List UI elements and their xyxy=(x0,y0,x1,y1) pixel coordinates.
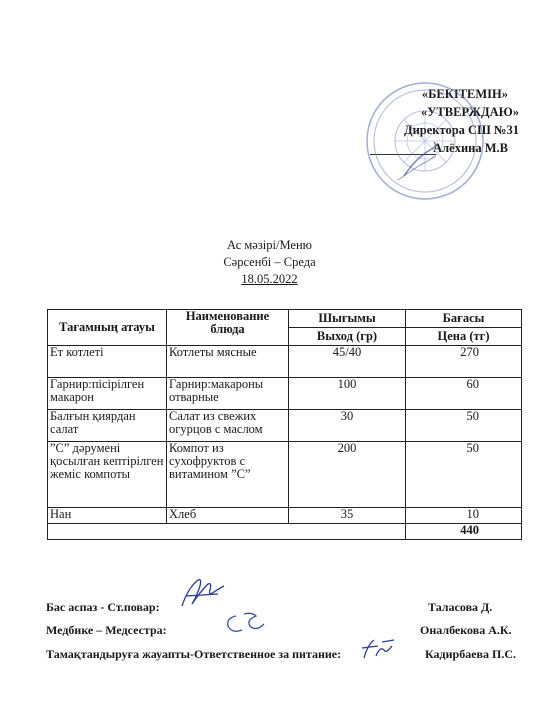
dish-price: 50 xyxy=(406,442,522,508)
dish-kz: Ет котлеті xyxy=(48,346,167,378)
dish-weight: 45/40 xyxy=(289,346,406,378)
menu-day: Сәрсенбі – Среда xyxy=(223,255,316,269)
dish-weight: 35 xyxy=(289,508,406,524)
table-row xyxy=(48,346,522,378)
menu-date: 18.05.2022 xyxy=(241,272,298,286)
table-header-row xyxy=(48,310,522,346)
dish-ru: Салат из свежих огурцов с маслом xyxy=(167,410,289,442)
dish-weight: 100 xyxy=(289,378,406,410)
chef-signature-scribble-icon xyxy=(178,574,228,612)
dish-weight: 200 xyxy=(289,442,406,508)
dish-ru: Компот из сухофруктов с витамином ”С” xyxy=(167,442,289,508)
dish-price: 60 xyxy=(406,378,522,410)
total-spacer xyxy=(48,524,406,540)
header-weight: Шығымы Выход (гр) xyxy=(289,310,406,346)
dish-kz: ”С” дәрумені қосылған кептірілген жеміс компоты xyxy=(48,442,167,508)
header-ru-name: Наименование блюда xyxy=(167,310,289,346)
menu-table xyxy=(47,309,522,540)
dish-ru: Хлеб xyxy=(167,508,289,524)
total-price: 440 xyxy=(406,524,522,540)
dish-ru: Гарнир:макароны отварные xyxy=(167,378,289,410)
signature-role-chef: Бас аспаз - Ст.повар: xyxy=(46,600,160,614)
dish-ru: Котлеты мясные xyxy=(167,346,289,378)
nurse-signature-scribble-icon xyxy=(222,608,268,638)
responsible-signature-scribble-icon xyxy=(358,636,398,664)
dish-price: 50 xyxy=(406,410,522,442)
approval-line-3: Директора СШ №31 xyxy=(404,123,519,137)
dish-weight: 30 xyxy=(289,410,406,442)
table-row xyxy=(48,378,522,410)
approval-line-2: «УТВЕРЖДАЮ» xyxy=(421,105,519,119)
official-stamp-icon xyxy=(364,80,486,202)
table-total-row xyxy=(48,524,522,540)
dish-price: 270 xyxy=(406,346,522,378)
signature-name-responsible: Кадирбаева П.С. xyxy=(425,647,517,661)
table-row xyxy=(48,410,522,442)
header-price: Бағасы Цена (тг) xyxy=(406,310,522,346)
menu-title: Ас мәзірі/Меню xyxy=(227,238,312,252)
approval-line-1: «БЕКІТЕМІН» xyxy=(421,87,508,101)
signature-name-nurse: Оналбекова А.К. xyxy=(420,623,512,637)
dish-price: 10 xyxy=(406,508,522,524)
signature-name-chef: Таласова Д. xyxy=(428,600,493,614)
signature-role-responsible: Тамақтандыруға жауапты-Ответственное за питание: xyxy=(46,647,342,661)
table-row xyxy=(48,508,522,524)
table-row xyxy=(48,442,522,508)
approval-line-4: Алёхина М.В xyxy=(433,141,508,155)
dish-kz: Нан xyxy=(48,508,167,524)
header-kz-name: Тағамның атауы xyxy=(48,310,167,346)
dish-kz: Гарнир:пісірілген макарон xyxy=(48,378,167,410)
signature-role-nurse: Медбике – Медсестра: xyxy=(46,623,167,637)
dish-kz: Балғын қиярдан салат xyxy=(48,410,167,442)
